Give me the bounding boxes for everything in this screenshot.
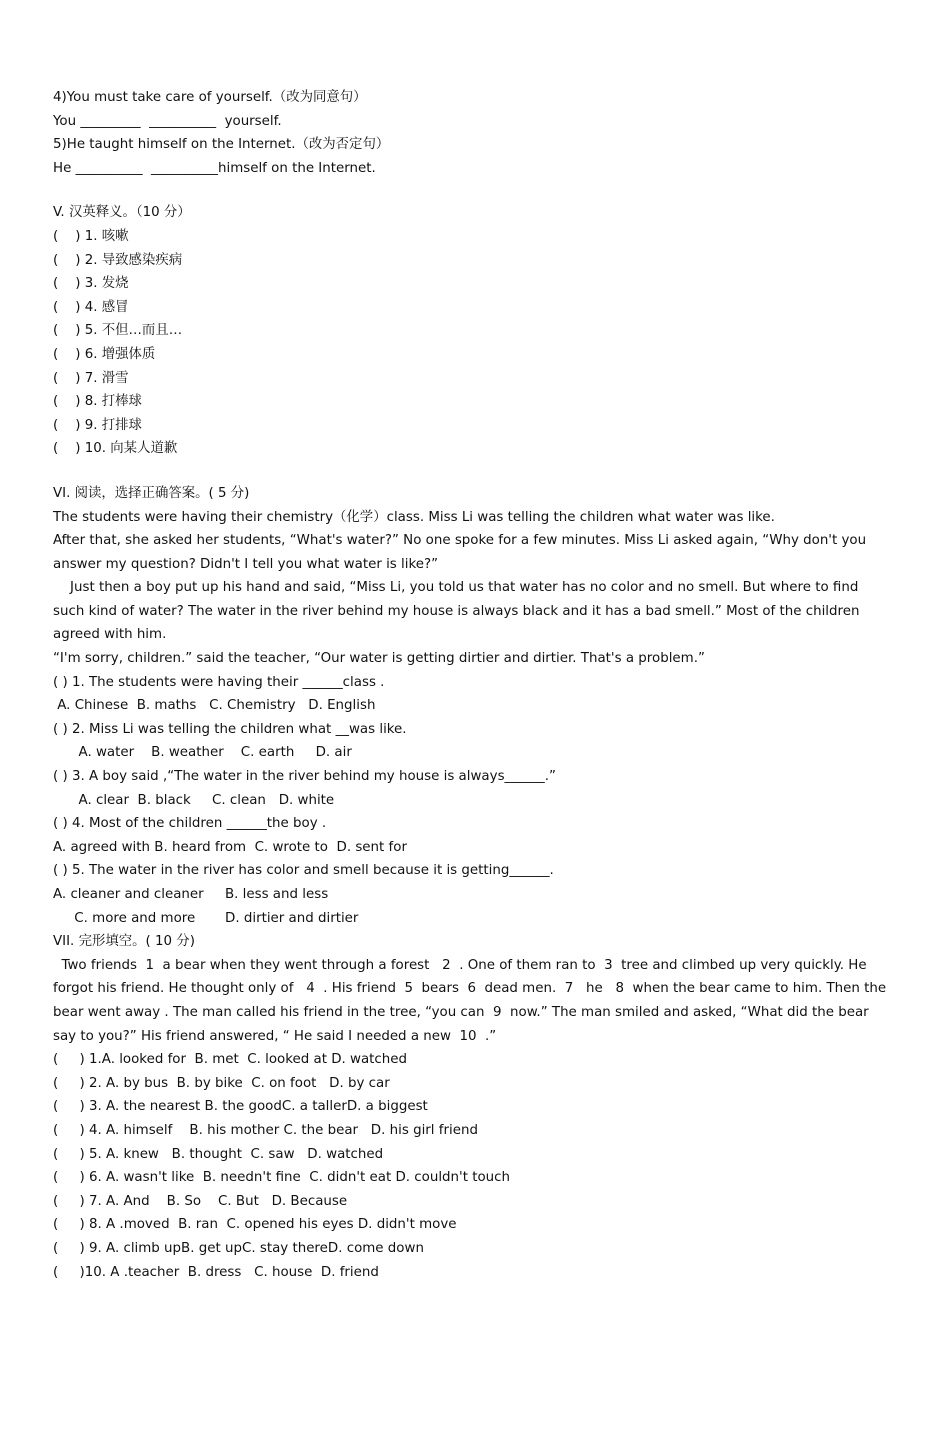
reading-question: ( ) 1. The students were having their ______class . — [53, 674, 385, 690]
reading-line: The students were having their chemistry（化学）class. Miss Li was telling the children what water was like. — [53, 509, 775, 525]
cloze-question: ( ) 1.A. looked for B. met C. looked at D. watched — [53, 1052, 408, 1068]
vocabulary-item: ( ) 9. 打排球 — [53, 417, 142, 433]
cloze-passage-line: forgot his friend. He thought only of 4 . His friend 5 bears 6 dead men. 7 he 8 when the bear came to him. Then the — [53, 981, 887, 997]
vocabulary-item: ( ) 2. 导致感染疾病 — [53, 252, 183, 268]
reading-question: ( ) 2. Miss Li was telling the children what __was like. — [53, 721, 407, 737]
section-heading: V. 汉英释义。（10 分） — [53, 205, 191, 221]
cloze-question: ( ) 7. A. And B. So C. But D. Because — [53, 1193, 348, 1209]
cloze-question: ( ) 9. A. climb upB. get upC. stay thereD. come down — [53, 1240, 424, 1256]
cloze-passage-line: say to you?” His friend answered, “ He said I needed a new 10 .” — [53, 1028, 497, 1044]
cloze-passage-line: Two friends 1 a bear when they went through a forest 2 . One of them ran to 3 tree and climbed up very quickly. He — [53, 957, 867, 973]
vocabulary-section — [53, 201, 913, 461]
reading-line: “I'm sorry, children.” said the teacher, “Our water is getting dirtier and dirtier. That's a problem.” — [53, 651, 705, 667]
reading-options: A. clear B. black C. clean D. white — [53, 792, 335, 808]
reading-line: agreed with him. — [53, 627, 167, 643]
rewrite-line: 4)You must take care of yourself.（改为同意句） — [53, 90, 367, 105]
reading-options: C. more and more D. dirtier and dirtier — [53, 910, 359, 926]
cloze-section — [53, 930, 913, 1284]
rewrite-section — [53, 86, 913, 180]
reading-question: ( ) 3. A boy said ,“The water in the river behind my house is always______.” — [53, 769, 556, 785]
vocabulary-item: ( ) 5. 不但…而且… — [53, 323, 183, 339]
cloze-question: ( )10. A .teacher B. dress C. house D. friend — [53, 1264, 379, 1280]
reading-options: A. cleaner and cleaner B. less and less — [53, 887, 329, 902]
cloze-question: ( ) 3. A. the nearest B. the goodC. a tallerD. a biggest — [53, 1099, 428, 1115]
rewrite-line: You _________ __________ yourself. — [53, 113, 282, 129]
rewrite-line: 5)He taught himself on the Internet.（改为否定句） — [53, 137, 390, 153]
vocabulary-item: ( ) 6. 增强体质 — [53, 346, 156, 362]
reading-line: Just then a boy put up his hand and said, “Miss Li, you told us that water has no color and no smell. But where to find — [53, 580, 859, 596]
cloze-question: ( ) 2. A. by bus B. by bike C. on foot D. by car — [53, 1075, 390, 1091]
reading-question: ( ) 5. The water in the river has color and smell because it is getting______. — [53, 863, 554, 879]
reading-options: A. agreed with B. heard from C. wrote to D. sent for — [53, 839, 407, 855]
section-heading: VI. 阅读，选择正确答案。( 5 分) — [53, 485, 250, 501]
cloze-question: ( ) 5. A. knew B. thought C. saw D. watched — [53, 1146, 384, 1162]
vocabulary-item: ( ) 8. 打棒球 — [53, 394, 142, 410]
reading-line: After that, she asked her students, “What's water?” No one spoke for a few minutes. Miss Li asked again, “Why don't you — [53, 533, 867, 549]
cloze-question: ( ) 8. A .moved B. ran C. opened his eyes D. didn't move — [53, 1217, 457, 1233]
vocabulary-item: ( ) 4. 感冒 — [53, 299, 129, 315]
cloze-passage-line: bear went away . The man called his friend in the tree, “you can 9 now.” The man smiled and asked, “What did the bear — [53, 1004, 869, 1020]
vocabulary-item: ( ) 10. 向某人道歉 — [53, 441, 178, 457]
reading-section — [53, 482, 913, 930]
cloze-question: ( ) 4. A. himself B. his mother C. the bear D. his girl friend — [53, 1122, 478, 1138]
section-heading: VII. 完形填空。( 10 分) — [53, 934, 195, 950]
reading-line: answer my question? Didn't I tell you what water is like?” — [53, 556, 439, 572]
reading-question: ( ) 4. Most of the children ______the boy . — [53, 816, 327, 832]
worksheet-page — [53, 86, 913, 1284]
reading-line: such kind of water? The water in the river behind my house is always black and it has a bad smell.” Most of the children — [53, 603, 860, 619]
reading-options: A. Chinese B. maths C. Chemistry D. English — [53, 698, 376, 714]
vocabulary-item: ( ) 7. 滑雪 — [53, 370, 129, 386]
cloze-question: ( ) 6. A. wasn't like B. needn't fine C. didn't eat D. couldn't touch — [53, 1170, 510, 1186]
vocabulary-item: ( ) 1. 咳嗽 — [53, 228, 129, 244]
vocabulary-item: ( ) 3. 发烧 — [53, 276, 129, 292]
rewrite-line: He __________ __________himself on the Internet. — [53, 160, 376, 176]
reading-options: A. water B. weather C. earth D. air — [53, 745, 352, 761]
